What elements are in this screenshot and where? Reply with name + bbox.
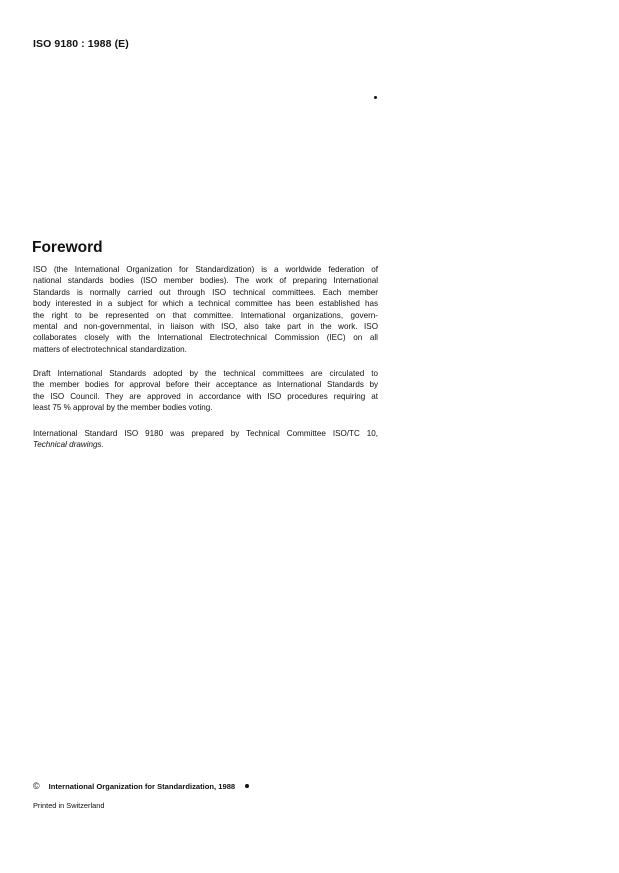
text-line: the right to be represented on that committee. International organizations, govern- [33,310,378,320]
text-line: International Standard ISO 9180 was prepared by Technical Committee ISO/TC 10, [33,429,378,438]
copyright-notice [33,781,249,791]
text-line: Draft International Standards adopted by the technical committees are circulated to [33,369,378,378]
committee-title: Technical drawings. [33,440,104,450]
text-line: Standards is normally carried out through ISO technical committees. Each member [33,287,378,297]
foreword-paragraph-2 [33,368,378,414]
foreword-paragraph-1 [33,264,378,355]
text-line: least 75 % approval by the member bodies voting. [33,403,213,413]
text-line: the member bodies for approval before their acceptance as International Standards by [33,380,378,390]
text-line: ISO (the International Organization for Standardization) is a worldwide federation of [33,265,378,274]
bullet-dot-icon [374,96,377,99]
text-line: body interested in a subject for which a technical committee has been established has [33,299,378,309]
foreword-paragraph-3 [33,428,378,451]
text-line: matters of electrotechnical standardization. [33,344,187,354]
text-line: collaborates closely with the International Electrotechnical Commission (IEC) on all [33,333,378,343]
copyright-text: International Organization for Standardization, 1988 [48,781,236,791]
copyright-icon: © [33,781,40,791]
document-reference: ISO 9180 : 1988 (E) [33,38,129,50]
printed-location: Printed in Switzerland [33,801,105,810]
text-line: the ISO Council. They are approved in accordance with ISO procedures requiring at [33,391,378,401]
bullet-dot-icon [245,784,249,788]
text-line: national standards bodies (ISO member bodies). The work of preparing International [33,276,378,286]
section-title: Foreword [32,239,103,256]
text-line: mental and non-governmental, in liaison with ISO, also take part in the work. ISO [33,322,378,332]
